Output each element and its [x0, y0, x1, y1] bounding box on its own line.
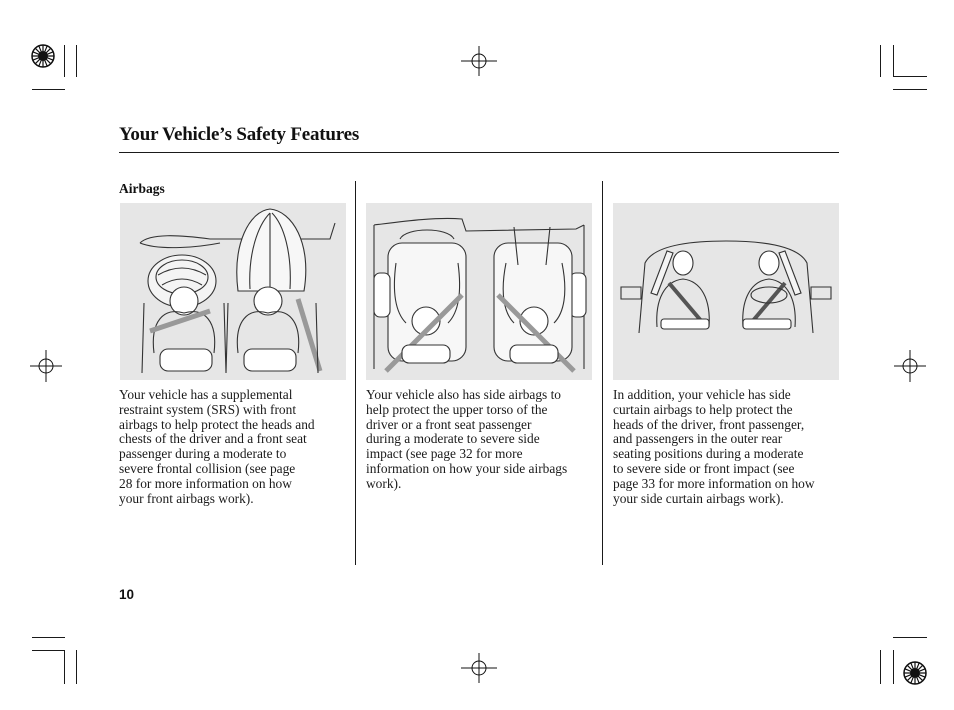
registration-target-icon [894, 350, 926, 382]
side-curtain-airbags-illustration [613, 203, 839, 380]
section-heading: Airbags [119, 181, 165, 196]
front-airbags-description: Your vehicle has a supplemental restraint system (SRS) with front airbags to help protect the heads and chests of the driver and a front seat passenger during a moderate to severe frontal collision (see page 28 for more information on how your front airbags work). [119, 387, 315, 506]
color-registration-wheel-icon [903, 661, 927, 685]
registration-target-icon [461, 46, 497, 76]
page-title: Your Vehicle’s Safety Features [119, 124, 360, 145]
title-divider [119, 152, 839, 153]
column-divider [355, 181, 356, 565]
color-registration-wheel-icon [31, 44, 55, 68]
front-airbags-illustration [120, 203, 346, 380]
registration-target-icon [461, 653, 497, 683]
registration-target-icon [30, 350, 62, 382]
column-divider [602, 181, 603, 565]
page-number: 10 [119, 587, 135, 602]
side-curtain-airbags-description: In addition, your vehicle has side curtain airbags to help protect the heads of the driver, front passenger, and passengers in the outer rear seating positions during a moderate to severe side or front impact (see page 33 for more information on how your side curtain airbags work). [613, 387, 815, 506]
side-airbags-description: Your vehicle also has side airbags to help protect the upper torso of the driver or a front seat passenger during a moderate to severe side impact (see page 32 for more information on how your side airbags work). [366, 387, 568, 491]
side-airbags-illustration [366, 203, 592, 380]
